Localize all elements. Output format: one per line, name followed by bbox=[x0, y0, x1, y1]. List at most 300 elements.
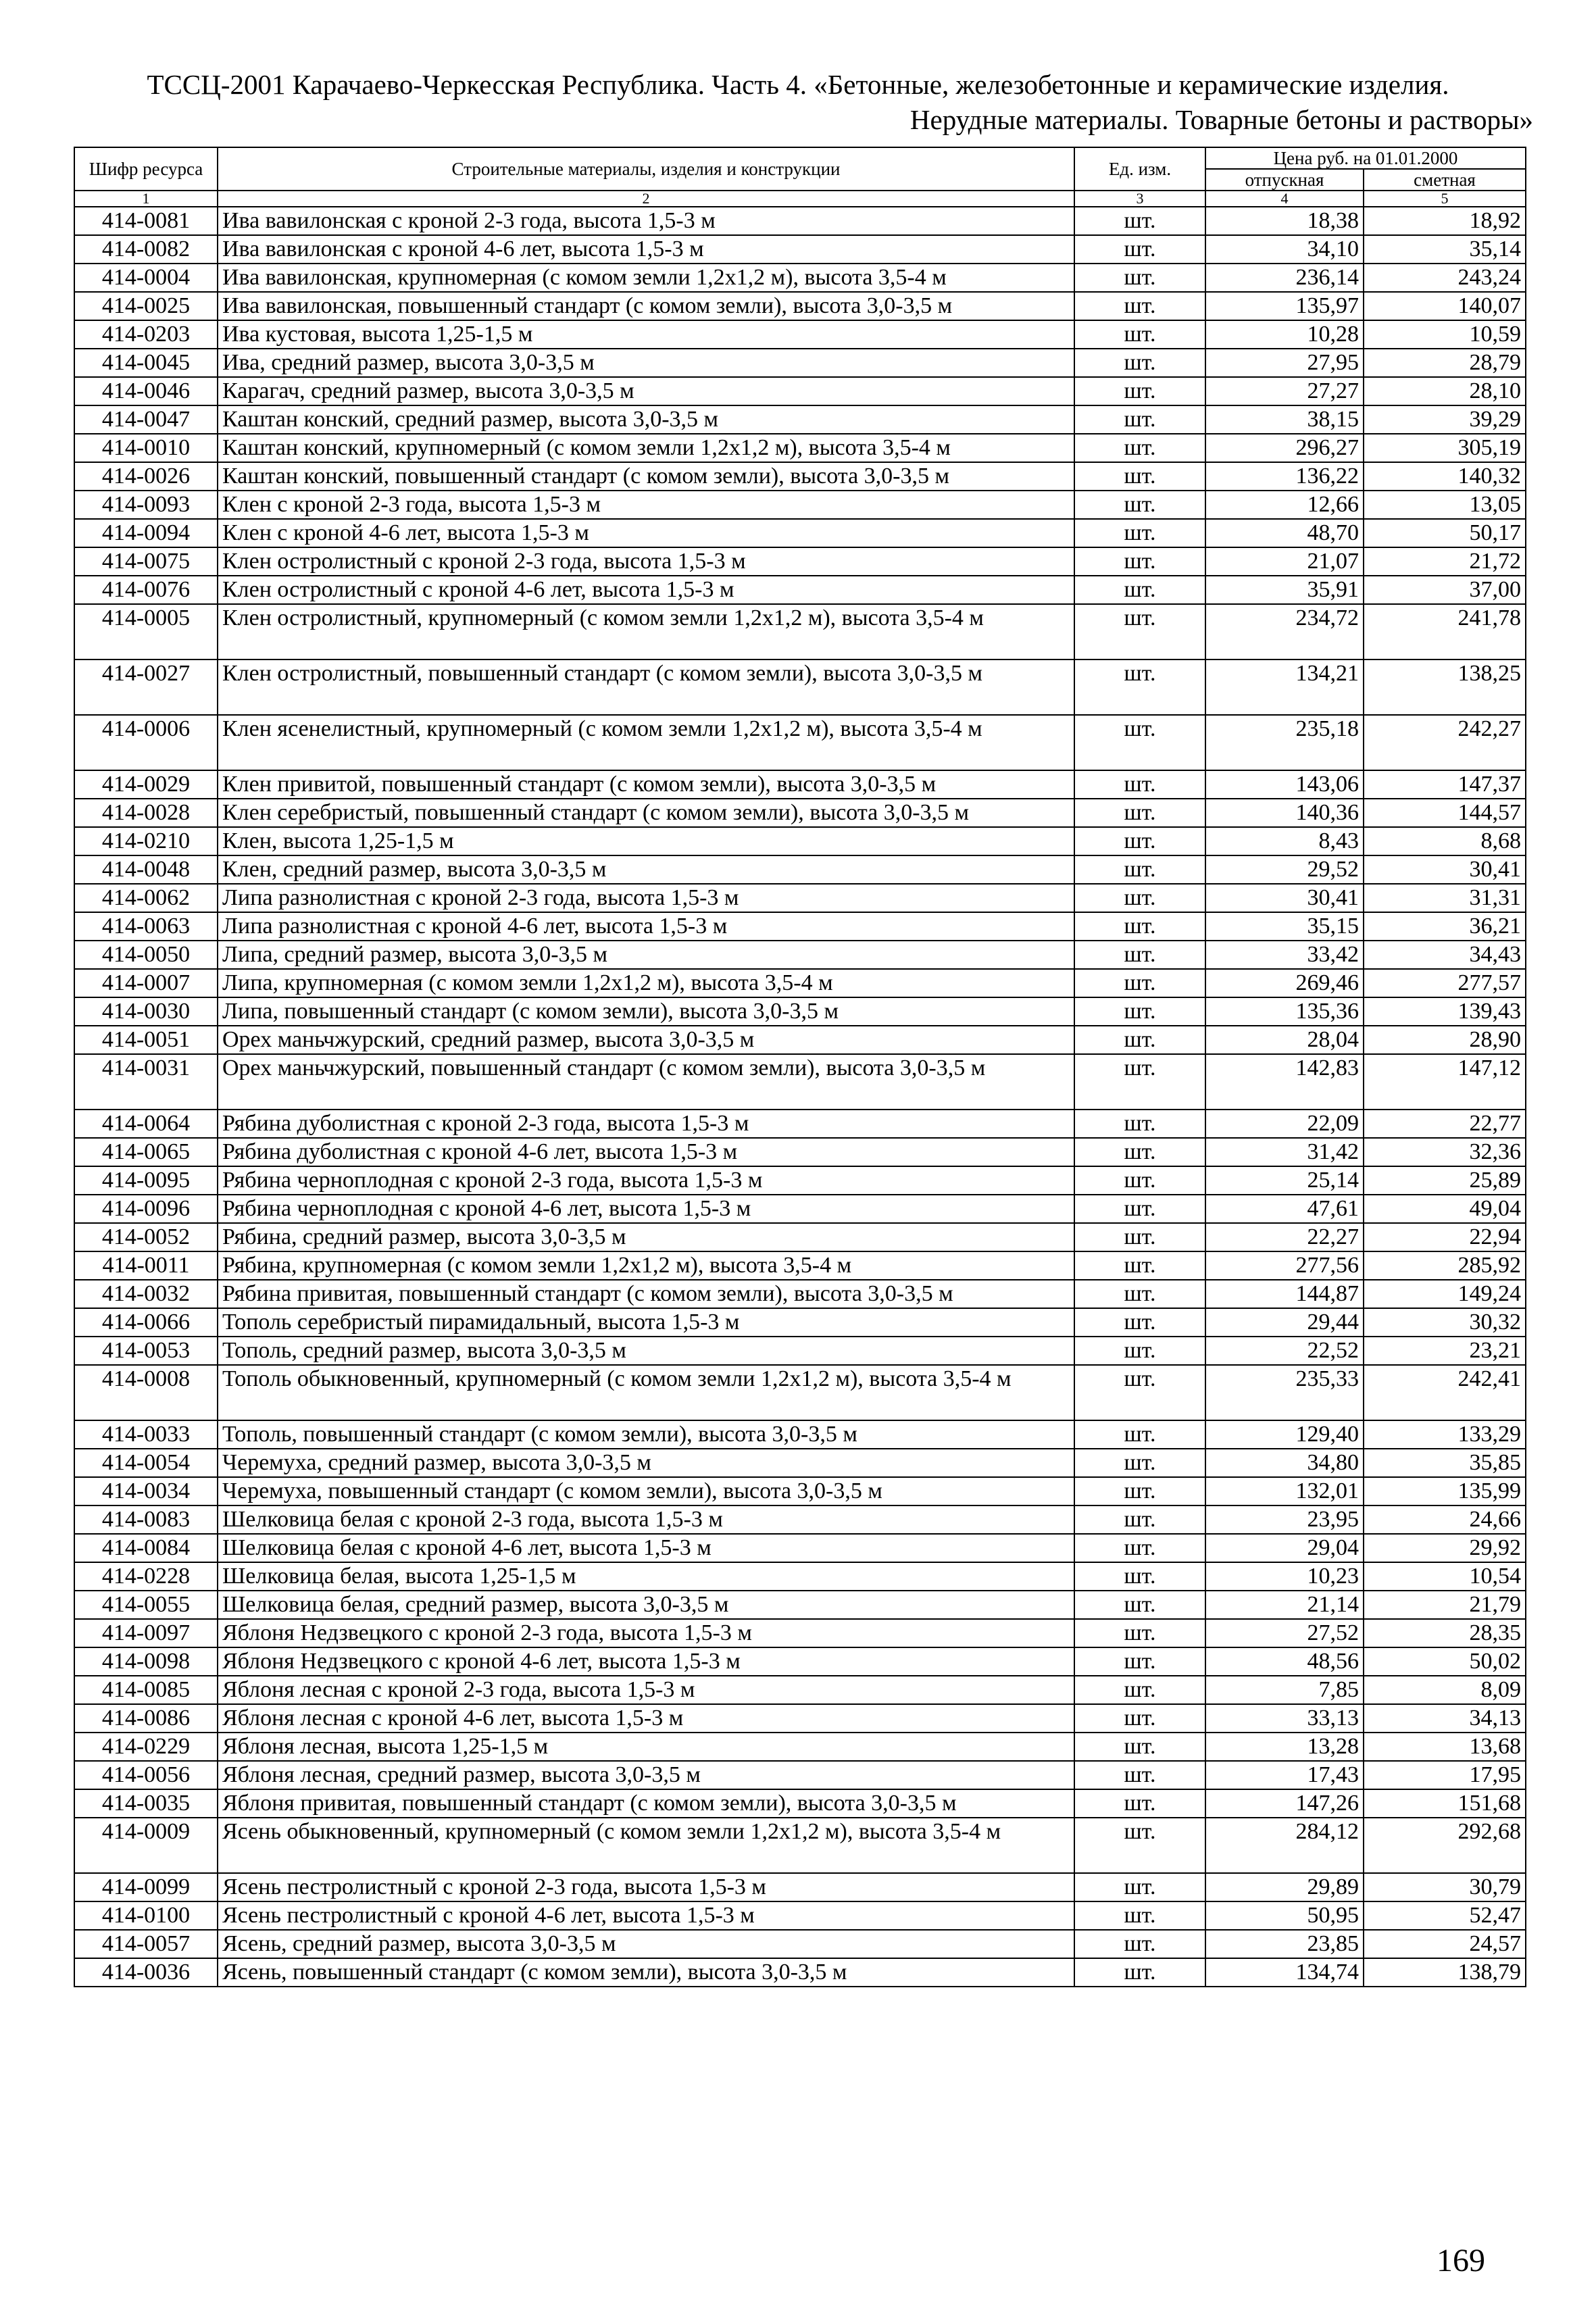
unit-cell: шт. bbox=[1074, 1619, 1205, 1647]
estimate-price-cell: 13,68 bbox=[1364, 1733, 1526, 1761]
header-price: Цена руб. на 01.01.2000 bbox=[1205, 147, 1526, 169]
estimate-price-cell: 35,14 bbox=[1364, 235, 1526, 264]
material-name-cell: Рябина дуболистная с кроной 2-3 года, высота 1,5-3 м bbox=[218, 1110, 1074, 1138]
release-price-cell: 135,97 bbox=[1205, 292, 1364, 320]
release-price-cell: 29,44 bbox=[1205, 1308, 1364, 1337]
release-price-cell: 284,12 bbox=[1205, 1818, 1364, 1873]
table-row bbox=[74, 292, 1526, 320]
unit-cell: шт. bbox=[1074, 770, 1205, 799]
resource-code-cell: 414-0062 bbox=[74, 884, 218, 912]
unit-cell: шт. bbox=[1074, 1733, 1205, 1761]
resource-code-cell: 414-0229 bbox=[74, 1733, 218, 1761]
table-row bbox=[74, 491, 1526, 519]
release-price-cell: 30,41 bbox=[1205, 884, 1364, 912]
unit-cell: шт. bbox=[1074, 1676, 1205, 1704]
unit-cell: шт. bbox=[1074, 799, 1205, 827]
material-name-cell: Яблоня лесная, средний размер, высота 3,0-3,5 м bbox=[218, 1761, 1074, 1789]
estimate-price-cell: 29,92 bbox=[1364, 1534, 1526, 1562]
material-name-cell: Ясень обыкновенный, крупномерный (с комом земли 1,2х1,2 м), высота 3,5-4 м bbox=[218, 1818, 1074, 1873]
column-number: 5 bbox=[1364, 191, 1526, 207]
release-price-cell: 38,15 bbox=[1205, 405, 1364, 434]
table-row bbox=[74, 1901, 1526, 1930]
material-name-cell: Клен с кроной 4-6 лет, высота 1,5-3 м bbox=[218, 519, 1074, 547]
table-row bbox=[74, 1873, 1526, 1901]
material-name-cell: Липа, повышенный стандарт (с комом земли), высота 3,0-3,5 м bbox=[218, 997, 1074, 1026]
unit-cell: шт. bbox=[1074, 715, 1205, 770]
table-row bbox=[74, 1365, 1526, 1420]
unit-cell: шт. bbox=[1074, 1337, 1205, 1365]
estimate-price-cell: 285,92 bbox=[1364, 1251, 1526, 1280]
estimate-price-cell: 30,32 bbox=[1364, 1308, 1526, 1337]
resource-code-cell: 414-0032 bbox=[74, 1280, 218, 1308]
resource-code-cell: 414-0055 bbox=[74, 1591, 218, 1619]
unit-cell: шт. bbox=[1074, 1505, 1205, 1534]
release-price-cell: 140,36 bbox=[1205, 799, 1364, 827]
resource-code-cell: 414-0086 bbox=[74, 1704, 218, 1733]
resource-code-cell: 414-0064 bbox=[74, 1110, 218, 1138]
resource-code-cell: 414-0033 bbox=[74, 1420, 218, 1449]
unit-cell: шт. bbox=[1074, 1704, 1205, 1733]
column-number: 4 bbox=[1205, 191, 1364, 207]
estimate-price-cell: 242,41 bbox=[1364, 1365, 1526, 1420]
estimate-price-cell: 18,92 bbox=[1364, 207, 1526, 235]
unit-cell: шт. bbox=[1074, 519, 1205, 547]
estimate-price-cell: 138,79 bbox=[1364, 1958, 1526, 1987]
material-name-cell: Ива вавилонская с кроной 2-3 года, высота 1,5-3 м bbox=[218, 207, 1074, 235]
estimate-price-cell: 305,19 bbox=[1364, 434, 1526, 462]
table-row bbox=[74, 1591, 1526, 1619]
resource-code-cell: 414-0076 bbox=[74, 576, 218, 604]
unit-cell: шт. bbox=[1074, 264, 1205, 292]
release-price-cell: 47,61 bbox=[1205, 1195, 1364, 1223]
material-name-cell: Тополь, повышенный стандарт (с комом земли), высота 3,0-3,5 м bbox=[218, 1420, 1074, 1449]
table-row bbox=[74, 1110, 1526, 1138]
estimate-price-cell: 147,37 bbox=[1364, 770, 1526, 799]
release-price-cell: 33,13 bbox=[1205, 1704, 1364, 1733]
release-price-cell: 28,04 bbox=[1205, 1026, 1364, 1054]
table-row bbox=[74, 1420, 1526, 1449]
resource-code-cell: 414-0036 bbox=[74, 1958, 218, 1987]
table-row bbox=[74, 1818, 1526, 1873]
resource-code-cell: 414-0054 bbox=[74, 1449, 218, 1477]
release-price-cell: 144,87 bbox=[1205, 1280, 1364, 1308]
resource-code-cell: 414-0011 bbox=[74, 1251, 218, 1280]
table-row bbox=[74, 1308, 1526, 1337]
release-price-cell: 269,46 bbox=[1205, 969, 1364, 997]
unit-cell: шт. bbox=[1074, 434, 1205, 462]
release-price-cell: 143,06 bbox=[1205, 770, 1364, 799]
material-name-cell: Клен, средний размер, высота 3,0-3,5 м bbox=[218, 855, 1074, 884]
estimate-price-cell: 140,32 bbox=[1364, 462, 1526, 491]
table-row bbox=[74, 604, 1526, 659]
unit-cell: шт. bbox=[1074, 320, 1205, 349]
table-row bbox=[74, 1505, 1526, 1534]
unit-cell: шт. bbox=[1074, 827, 1205, 855]
material-name-cell: Орех маньчжурский, повышенный стандарт (с комом земли), высота 3,0-3,5 м bbox=[218, 1054, 1074, 1110]
resource-code-cell: 414-0048 bbox=[74, 855, 218, 884]
material-name-cell: Ясень, средний размер, высота 3,0-3,5 м bbox=[218, 1930, 1074, 1958]
table-row bbox=[74, 1166, 1526, 1195]
table-row bbox=[74, 519, 1526, 547]
unit-cell: шт. bbox=[1074, 1420, 1205, 1449]
material-name-cell: Рябина черноплодная с кроной 2-3 года, высота 1,5-3 м bbox=[218, 1166, 1074, 1195]
estimate-price-cell: 149,24 bbox=[1364, 1280, 1526, 1308]
resource-code-cell: 414-0005 bbox=[74, 604, 218, 659]
table-row bbox=[74, 1534, 1526, 1562]
unit-cell: шт. bbox=[1074, 576, 1205, 604]
material-name-cell: Ясень, повышенный стандарт (с комом земли), высота 3,0-3,5 м bbox=[218, 1958, 1074, 1987]
estimate-price-cell: 28,79 bbox=[1364, 349, 1526, 377]
resource-code-cell: 414-0028 bbox=[74, 799, 218, 827]
material-name-cell: Клен привитой, повышенный стандарт (с комом земли), высота 3,0-3,5 м bbox=[218, 770, 1074, 799]
estimate-price-cell: 39,29 bbox=[1364, 405, 1526, 434]
release-price-cell: 10,23 bbox=[1205, 1562, 1364, 1591]
estimate-price-cell: 17,95 bbox=[1364, 1761, 1526, 1789]
material-name-cell: Клен ясенелистный, крупномерный (с комом земли 1,2х1,2 м), высота 3,5-4 м bbox=[218, 715, 1074, 770]
estimate-price-cell: 28,35 bbox=[1364, 1619, 1526, 1647]
material-name-cell: Клен остролистный с кроной 2-3 года, высота 1,5-3 м bbox=[218, 547, 1074, 576]
release-price-cell: 21,14 bbox=[1205, 1591, 1364, 1619]
estimate-price-cell: 13,05 bbox=[1364, 491, 1526, 519]
table-row bbox=[74, 969, 1526, 997]
table-row bbox=[74, 912, 1526, 941]
unit-cell: шт. bbox=[1074, 1534, 1205, 1562]
estimate-price-cell: 22,77 bbox=[1364, 1110, 1526, 1138]
estimate-price-cell: 24,57 bbox=[1364, 1930, 1526, 1958]
unit-cell: шт. bbox=[1074, 207, 1205, 235]
table-row bbox=[74, 1337, 1526, 1365]
unit-cell: шт. bbox=[1074, 1477, 1205, 1505]
unit-cell: шт. bbox=[1074, 1591, 1205, 1619]
estimate-price-cell: 147,12 bbox=[1364, 1054, 1526, 1110]
release-price-cell: 132,01 bbox=[1205, 1477, 1364, 1505]
material-name-cell: Липа, крупномерная (с комом земли 1,2х1,2 м), высота 3,5-4 м bbox=[218, 969, 1074, 997]
header-name: Строительные материалы, изделия и конструкции bbox=[218, 147, 1074, 191]
release-price-cell: 277,56 bbox=[1205, 1251, 1364, 1280]
unit-cell: шт. bbox=[1074, 1251, 1205, 1280]
resource-code-cell: 414-0057 bbox=[74, 1930, 218, 1958]
estimate-price-cell: 49,04 bbox=[1364, 1195, 1526, 1223]
resource-code-cell: 414-0056 bbox=[74, 1761, 218, 1789]
resource-code-cell: 414-0099 bbox=[74, 1873, 218, 1901]
material-name-cell: Тополь обыкновенный, крупномерный (с комом земли 1,2х1,2 м), высота 3,5-4 м bbox=[218, 1365, 1074, 1420]
resource-code-cell: 414-0082 bbox=[74, 235, 218, 264]
unit-cell: шт. bbox=[1074, 1223, 1205, 1251]
resource-code-cell: 414-0046 bbox=[74, 377, 218, 405]
unit-cell: шт. bbox=[1074, 659, 1205, 715]
table-row bbox=[74, 1449, 1526, 1477]
table-row bbox=[74, 1195, 1526, 1223]
estimate-price-cell: 30,41 bbox=[1364, 855, 1526, 884]
header-estimate-price: сметная bbox=[1364, 169, 1526, 191]
unit-cell: шт. bbox=[1074, 1562, 1205, 1591]
estimate-price-cell: 34,43 bbox=[1364, 941, 1526, 969]
resource-code-cell: 414-0004 bbox=[74, 264, 218, 292]
material-name-cell: Клен остролистный с кроной 4-6 лет, высота 1,5-3 м bbox=[218, 576, 1074, 604]
unit-cell: шт. bbox=[1074, 1054, 1205, 1110]
table-row bbox=[74, 1251, 1526, 1280]
resource-code-cell: 414-0006 bbox=[74, 715, 218, 770]
release-price-cell: 136,22 bbox=[1205, 462, 1364, 491]
release-price-cell: 22,09 bbox=[1205, 1110, 1364, 1138]
unit-cell: шт. bbox=[1074, 292, 1205, 320]
unit-cell: шт. bbox=[1074, 1789, 1205, 1818]
release-price-cell: 22,27 bbox=[1205, 1223, 1364, 1251]
estimate-price-cell: 31,31 bbox=[1364, 884, 1526, 912]
release-price-cell: 235,33 bbox=[1205, 1365, 1364, 1420]
material-name-cell: Каштан конский, средний размер, высота 3,0-3,5 м bbox=[218, 405, 1074, 434]
resource-code-cell: 414-0008 bbox=[74, 1365, 218, 1420]
release-price-cell: 27,27 bbox=[1205, 377, 1364, 405]
material-name-cell: Клен серебристый, повышенный стандарт (с комом земли), высота 3,0-3,5 м bbox=[218, 799, 1074, 827]
estimate-price-cell: 21,72 bbox=[1364, 547, 1526, 576]
unit-cell: шт. bbox=[1074, 1958, 1205, 1987]
release-price-cell: 27,95 bbox=[1205, 349, 1364, 377]
resource-code-cell: 414-0053 bbox=[74, 1337, 218, 1365]
resource-code-cell: 414-0027 bbox=[74, 659, 218, 715]
unit-cell: шт. bbox=[1074, 1166, 1205, 1195]
table-row bbox=[74, 1704, 1526, 1733]
resource-code-cell: 414-0034 bbox=[74, 1477, 218, 1505]
resource-code-cell: 414-0031 bbox=[74, 1054, 218, 1110]
estimate-price-cell: 243,24 bbox=[1364, 264, 1526, 292]
resource-code-cell: 414-0094 bbox=[74, 519, 218, 547]
unit-cell: шт. bbox=[1074, 1365, 1205, 1420]
table-row bbox=[74, 1761, 1526, 1789]
unit-cell: шт. bbox=[1074, 462, 1205, 491]
resource-code-cell: 414-0047 bbox=[74, 405, 218, 434]
unit-cell: шт. bbox=[1074, 941, 1205, 969]
resource-code-cell: 414-0083 bbox=[74, 1505, 218, 1534]
resource-code-cell: 414-0100 bbox=[74, 1901, 218, 1930]
table-row bbox=[74, 320, 1526, 349]
release-price-cell: 12,66 bbox=[1205, 491, 1364, 519]
unit-cell: шт. bbox=[1074, 1901, 1205, 1930]
unit-cell: шт. bbox=[1074, 912, 1205, 941]
release-price-cell: 8,43 bbox=[1205, 827, 1364, 855]
resource-code-cell: 414-0045 bbox=[74, 349, 218, 377]
material-name-cell: Орех маньчжурский, средний размер, высота 3,0-3,5 м bbox=[218, 1026, 1074, 1054]
estimate-price-cell: 242,27 bbox=[1364, 715, 1526, 770]
table-row bbox=[74, 377, 1526, 405]
table-row bbox=[74, 770, 1526, 799]
resource-code-cell: 414-0009 bbox=[74, 1818, 218, 1873]
resource-code-cell: 414-0007 bbox=[74, 969, 218, 997]
price-table bbox=[74, 147, 1526, 1987]
estimate-price-cell: 140,07 bbox=[1364, 292, 1526, 320]
table-row bbox=[74, 1054, 1526, 1110]
unit-cell: шт. bbox=[1074, 1761, 1205, 1789]
release-price-cell: 29,89 bbox=[1205, 1873, 1364, 1901]
table-row bbox=[74, 1733, 1526, 1761]
release-price-cell: 236,14 bbox=[1205, 264, 1364, 292]
table-body bbox=[74, 207, 1526, 1987]
unit-cell: шт. bbox=[1074, 884, 1205, 912]
release-price-cell: 48,70 bbox=[1205, 519, 1364, 547]
table-row bbox=[74, 1280, 1526, 1308]
column-number: 1 bbox=[74, 191, 218, 207]
material-name-cell: Яблоня Недзвецкого с кроной 2-3 года, высота 1,5-3 м bbox=[218, 1619, 1074, 1647]
unit-cell: шт. bbox=[1074, 1818, 1205, 1873]
release-price-cell: 35,15 bbox=[1205, 912, 1364, 941]
material-name-cell: Шелковица белая с кроной 4-6 лет, высота 1,5-3 м bbox=[218, 1534, 1074, 1562]
estimate-price-cell: 10,54 bbox=[1364, 1562, 1526, 1591]
table-row bbox=[74, 264, 1526, 292]
estimate-price-cell: 50,17 bbox=[1364, 519, 1526, 547]
material-name-cell: Ива, средний размер, высота 3,0-3,5 м bbox=[218, 349, 1074, 377]
release-price-cell: 31,42 bbox=[1205, 1138, 1364, 1166]
table-row bbox=[74, 235, 1526, 264]
material-name-cell: Клен, высота 1,25-1,5 м bbox=[218, 827, 1074, 855]
material-name-cell: Черемуха, повышенный стандарт (с комом земли), высота 3,0-3,5 м bbox=[218, 1477, 1074, 1505]
resource-code-cell: 414-0075 bbox=[74, 547, 218, 576]
resource-code-cell: 414-0098 bbox=[74, 1647, 218, 1676]
column-number: 3 bbox=[1074, 191, 1205, 207]
table-row bbox=[74, 997, 1526, 1026]
table-row bbox=[74, 1026, 1526, 1054]
resource-code-cell: 414-0065 bbox=[74, 1138, 218, 1166]
estimate-price-cell: 292,68 bbox=[1364, 1818, 1526, 1873]
table-row bbox=[74, 1958, 1526, 1987]
unit-cell: шт. bbox=[1074, 377, 1205, 405]
unit-cell: шт. bbox=[1074, 491, 1205, 519]
release-price-cell: 22,52 bbox=[1205, 1337, 1364, 1365]
estimate-price-cell: 8,68 bbox=[1364, 827, 1526, 855]
table-row bbox=[74, 1789, 1526, 1818]
release-price-cell: 33,42 bbox=[1205, 941, 1364, 969]
unit-cell: шт. bbox=[1074, 969, 1205, 997]
table-row bbox=[74, 1930, 1526, 1958]
estimate-price-cell: 34,13 bbox=[1364, 1704, 1526, 1733]
material-name-cell: Яблоня Недзвецкого с кроной 4-6 лет, высота 1,5-3 м bbox=[218, 1647, 1074, 1676]
estimate-price-cell: 50,02 bbox=[1364, 1647, 1526, 1676]
material-name-cell: Шелковица белая, высота 1,25-1,5 м bbox=[218, 1562, 1074, 1591]
table-row bbox=[74, 576, 1526, 604]
table-row bbox=[74, 855, 1526, 884]
unit-cell: шт. bbox=[1074, 235, 1205, 264]
page-number: 169 bbox=[1437, 2243, 1485, 2279]
unit-cell: шт. bbox=[1074, 1647, 1205, 1676]
resource-code-cell: 414-0084 bbox=[74, 1534, 218, 1562]
resource-code-cell: 414-0026 bbox=[74, 462, 218, 491]
release-price-cell: 142,83 bbox=[1205, 1054, 1364, 1110]
resource-code-cell: 414-0081 bbox=[74, 207, 218, 235]
table-row bbox=[74, 349, 1526, 377]
release-price-cell: 296,27 bbox=[1205, 434, 1364, 462]
table-row bbox=[74, 941, 1526, 969]
resource-code-cell: 414-0035 bbox=[74, 1789, 218, 1818]
estimate-price-cell: 8,09 bbox=[1364, 1676, 1526, 1704]
release-price-cell: 235,18 bbox=[1205, 715, 1364, 770]
estimate-price-cell: 23,21 bbox=[1364, 1337, 1526, 1365]
header-release-price: отпускная bbox=[1205, 169, 1364, 191]
table-row bbox=[74, 405, 1526, 434]
estimate-price-cell: 32,36 bbox=[1364, 1138, 1526, 1166]
table-row bbox=[74, 207, 1526, 235]
release-price-cell: 17,43 bbox=[1205, 1761, 1364, 1789]
estimate-price-cell: 277,57 bbox=[1364, 969, 1526, 997]
estimate-price-cell: 138,25 bbox=[1364, 659, 1526, 715]
header-unit: Ед. изм. bbox=[1074, 147, 1205, 191]
release-price-cell: 29,52 bbox=[1205, 855, 1364, 884]
table-row bbox=[74, 1562, 1526, 1591]
material-name-cell: Шелковица белая с кроной 2-3 года, высота 1,5-3 м bbox=[218, 1505, 1074, 1534]
material-name-cell: Клен остролистный, крупномерный (с комом земли 1,2х1,2 м), высота 3,5-4 м bbox=[218, 604, 1074, 659]
material-name-cell: Рябина, крупномерная (с комом земли 1,2х1,2 м), высота 3,5-4 м bbox=[218, 1251, 1074, 1280]
material-name-cell: Ива вавилонская, крупномерная (с комом земли 1,2х1,2 м), высота 3,5-4 м bbox=[218, 264, 1074, 292]
unit-cell: шт. bbox=[1074, 1308, 1205, 1337]
resource-code-cell: 414-0210 bbox=[74, 827, 218, 855]
estimate-price-cell: 30,79 bbox=[1364, 1873, 1526, 1901]
table-row bbox=[74, 434, 1526, 462]
material-name-cell: Каштан конский, крупномерный (с комом земли 1,2х1,2 м), высота 3,5-4 м bbox=[218, 434, 1074, 462]
estimate-price-cell: 151,68 bbox=[1364, 1789, 1526, 1818]
resource-code-cell: 414-0030 bbox=[74, 997, 218, 1026]
table-row bbox=[74, 1477, 1526, 1505]
unit-cell: шт. bbox=[1074, 1930, 1205, 1958]
material-name-cell: Яблоня лесная с кроной 2-3 года, высота 1,5-3 м bbox=[218, 1676, 1074, 1704]
table-row bbox=[74, 547, 1526, 576]
document-title-line-2: Нерудные материалы. Товарные бетоны и растворы» bbox=[909, 104, 1533, 135]
material-name-cell: Тополь, средний размер, высота 3,0-3,5 м bbox=[218, 1337, 1074, 1365]
resource-code-cell: 414-0025 bbox=[74, 292, 218, 320]
material-name-cell: Яблоня привитая, повышенный стандарт (с комом земли), высота 3,0-3,5 м bbox=[218, 1789, 1074, 1818]
resource-code-cell: 414-0085 bbox=[74, 1676, 218, 1704]
release-price-cell: 134,21 bbox=[1205, 659, 1364, 715]
estimate-price-cell: 144,57 bbox=[1364, 799, 1526, 827]
unit-cell: шт. bbox=[1074, 1195, 1205, 1223]
material-name-cell: Клен с кроной 2-3 года, высота 1,5-3 м bbox=[218, 491, 1074, 519]
table-row bbox=[74, 715, 1526, 770]
table-row bbox=[74, 1619, 1526, 1647]
table-row bbox=[74, 799, 1526, 827]
material-name-cell: Ива вавилонская, повышенный стандарт (с комом земли), высота 3,0-3,5 м bbox=[218, 292, 1074, 320]
unit-cell: шт. bbox=[1074, 1280, 1205, 1308]
material-name-cell: Рябина дуболистная с кроной 4-6 лет, высота 1,5-3 м bbox=[218, 1138, 1074, 1166]
table-row bbox=[74, 1138, 1526, 1166]
header-code: Шифр ресурса bbox=[74, 147, 218, 191]
release-price-cell: 29,04 bbox=[1205, 1534, 1364, 1562]
resource-code-cell: 414-0095 bbox=[74, 1166, 218, 1195]
release-price-cell: 23,95 bbox=[1205, 1505, 1364, 1534]
release-price-cell: 147,26 bbox=[1205, 1789, 1364, 1818]
resource-code-cell: 414-0052 bbox=[74, 1223, 218, 1251]
material-name-cell: Рябина, средний размер, высота 3,0-3,5 м bbox=[218, 1223, 1074, 1251]
estimate-price-cell: 24,66 bbox=[1364, 1505, 1526, 1534]
release-price-cell: 50,95 bbox=[1205, 1901, 1364, 1930]
material-name-cell: Ива кустовая, высота 1,25-1,5 м bbox=[218, 320, 1074, 349]
unit-cell: шт. bbox=[1074, 604, 1205, 659]
table-row bbox=[74, 659, 1526, 715]
material-name-cell: Яблоня лесная с кроной 4-6 лет, высота 1,5-3 м bbox=[218, 1704, 1074, 1733]
unit-cell: шт. bbox=[1074, 1026, 1205, 1054]
table-row bbox=[74, 827, 1526, 855]
material-name-cell: Ясень пестролистный с кроной 4-6 лет, высота 1,5-3 м bbox=[218, 1901, 1074, 1930]
resource-code-cell: 414-0051 bbox=[74, 1026, 218, 1054]
unit-cell: шт. bbox=[1074, 1873, 1205, 1901]
estimate-price-cell: 25,89 bbox=[1364, 1166, 1526, 1195]
unit-cell: шт. bbox=[1074, 855, 1205, 884]
release-price-cell: 129,40 bbox=[1205, 1420, 1364, 1449]
estimate-price-cell: 241,78 bbox=[1364, 604, 1526, 659]
material-name-cell: Черемуха, средний размер, высота 3,0-3,5 м bbox=[218, 1449, 1074, 1477]
estimate-price-cell: 35,85 bbox=[1364, 1449, 1526, 1477]
resource-code-cell: 414-0228 bbox=[74, 1562, 218, 1591]
material-name-cell: Клен остролистный, повышенный стандарт (с комом земли), высота 3,0-3,5 м bbox=[218, 659, 1074, 715]
table-row bbox=[74, 1223, 1526, 1251]
table-row bbox=[74, 1676, 1526, 1704]
resource-code-cell: 414-0093 bbox=[74, 491, 218, 519]
